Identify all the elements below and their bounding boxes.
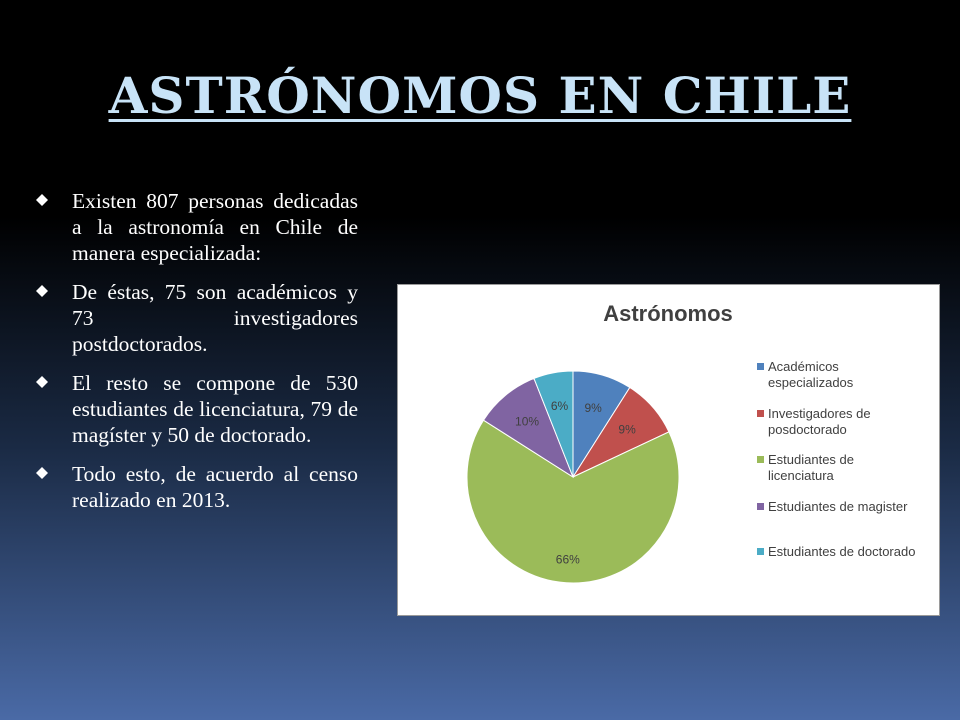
bullet-text: De éstas, 75 son académicos y 73 investigadores postdoctorados.: [72, 280, 358, 356]
legend-swatch: [757, 548, 764, 555]
square-bullet-icon: [36, 194, 48, 206]
pie-chart: [397, 284, 940, 616]
slice-data-label: 9%: [618, 422, 636, 437]
slice-data-label: 66%: [555, 552, 580, 567]
chart-title: Astrónomos: [603, 301, 733, 326]
slice-data-label: 10%: [515, 414, 540, 429]
legend-swatch: [757, 456, 764, 463]
legend-swatch: [757, 410, 764, 417]
pie-chart-canvas: [398, 285, 939, 615]
bullet-item: [36, 188, 358, 266]
bullet-item: [36, 279, 358, 357]
bullet-text: Existen 807 personas dedicadas a la astronomía en Chile de manera especializada:: [72, 189, 358, 265]
slice-data-label: 6%: [550, 399, 569, 414]
square-bullet-icon: [36, 376, 48, 388]
legend-entry: Estudiantes de doctorado: [768, 544, 916, 559]
legend-entry: Académicos especializados: [768, 359, 854, 390]
bullet-text: El resto se compone de 530 estudiantes de licenciatura, 79 de magíster y 50 de doctorado.: [72, 371, 358, 447]
legend-entry: Estudiantes de licenciatura: [768, 452, 855, 483]
legend-entry: Estudiantes de magister: [768, 499, 908, 514]
slice-data-label: 9%: [584, 400, 602, 415]
bullet-item: [36, 370, 358, 448]
slide-title: ASTRÓNOMOS EN CHILE: [108, 66, 852, 125]
legend-swatch: [757, 503, 764, 510]
legend-entry: Investigadores de posdoctorado: [768, 406, 871, 437]
legend-swatch: [757, 363, 764, 370]
square-bullet-icon: [36, 285, 48, 297]
bullet-list: [36, 188, 358, 526]
bullet-item: [36, 461, 358, 513]
square-bullet-icon: [36, 467, 48, 479]
bullet-text: Todo esto, de acuerdo al censo realizado en 2013.: [72, 462, 358, 512]
